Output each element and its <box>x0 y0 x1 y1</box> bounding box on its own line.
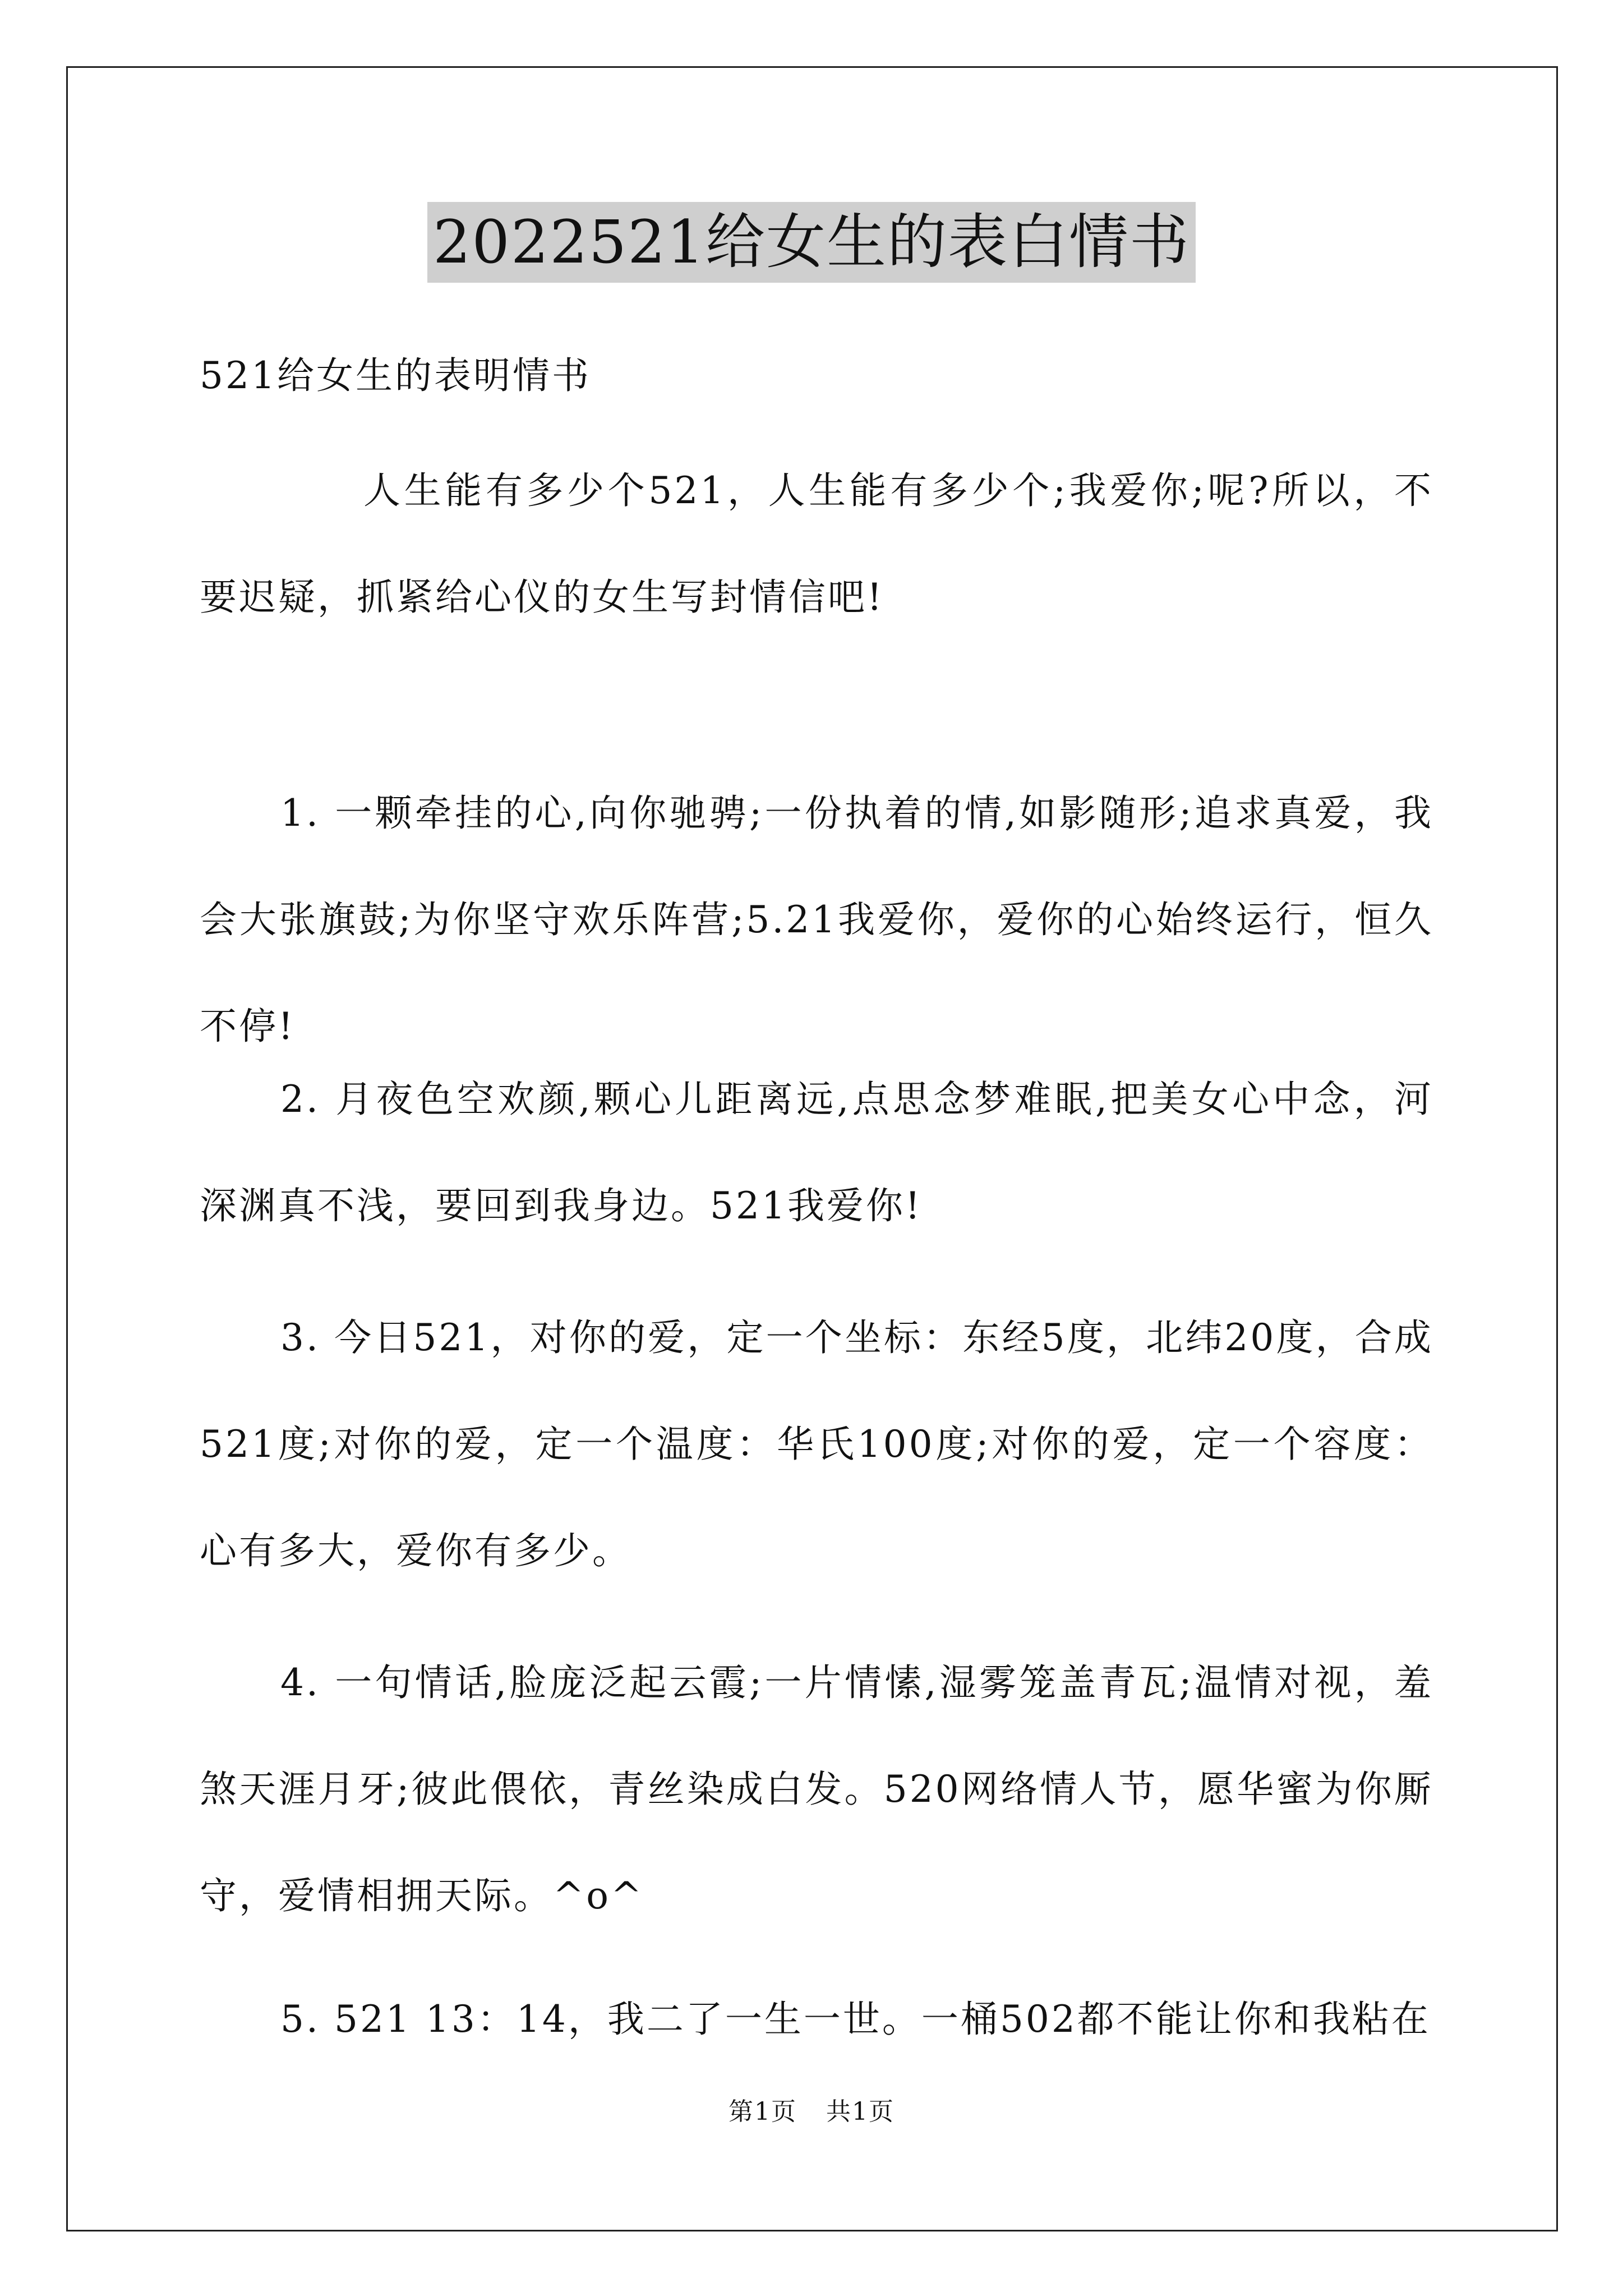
title-container <box>0 202 1623 283</box>
document-title: 2022521给女生的表白情书 <box>427 202 1196 283</box>
page-footer <box>0 2095 1623 2129</box>
list-item: 2. 月夜色空欢颜,颗心儿距离远,点思念梦难眠,把美女心中念，河深渊真不浅，要回到我身边。521我爱你! <box>200 1078 1433 1227</box>
document-subtitle: 521给女生的表明情书 <box>200 354 591 397</box>
page-total: 共1页 <box>826 2097 895 2126</box>
list-item: 5. 521 13：14，我二了一生一世。一桶502都不能让你和我粘在 <box>280 1998 1431 2041</box>
list-item: 3. 今日521，对你的爱，定一个坐标：东经5度，北纬20度，合成521度;对你的爱，定一个温度：华氏100度;对你的爱，定一个容度：心有多大，爱你有多少。 <box>200 1316 1433 1572</box>
intro-paragraph: 人生能有多少个521，人生能有多少个;我爱你;呢?所以，不要迟疑，抓紧给心仪的女生写封情信吧! <box>200 469 1433 619</box>
list-item: 1. 一颗牵挂的心,向你驰骋;一份执着的情,如影随形;追求真爱，我会大张旗鼓;为你坚守欢乐阵营;5.21我爱你，爱你的心始终运行，恒久不停! <box>200 792 1433 1048</box>
list-item: 4. 一句情话,脸庞泛起云霞;一片情愫,湿雾笼盖青瓦;温情对视，羞煞天涯月牙;彼此偎依，青丝染成白发。520网络情人节，愿华蜜为你厮守，爱情相拥天际。^o^ <box>200 1661 1433 1917</box>
page-number: 第1页 <box>728 2097 797 2126</box>
